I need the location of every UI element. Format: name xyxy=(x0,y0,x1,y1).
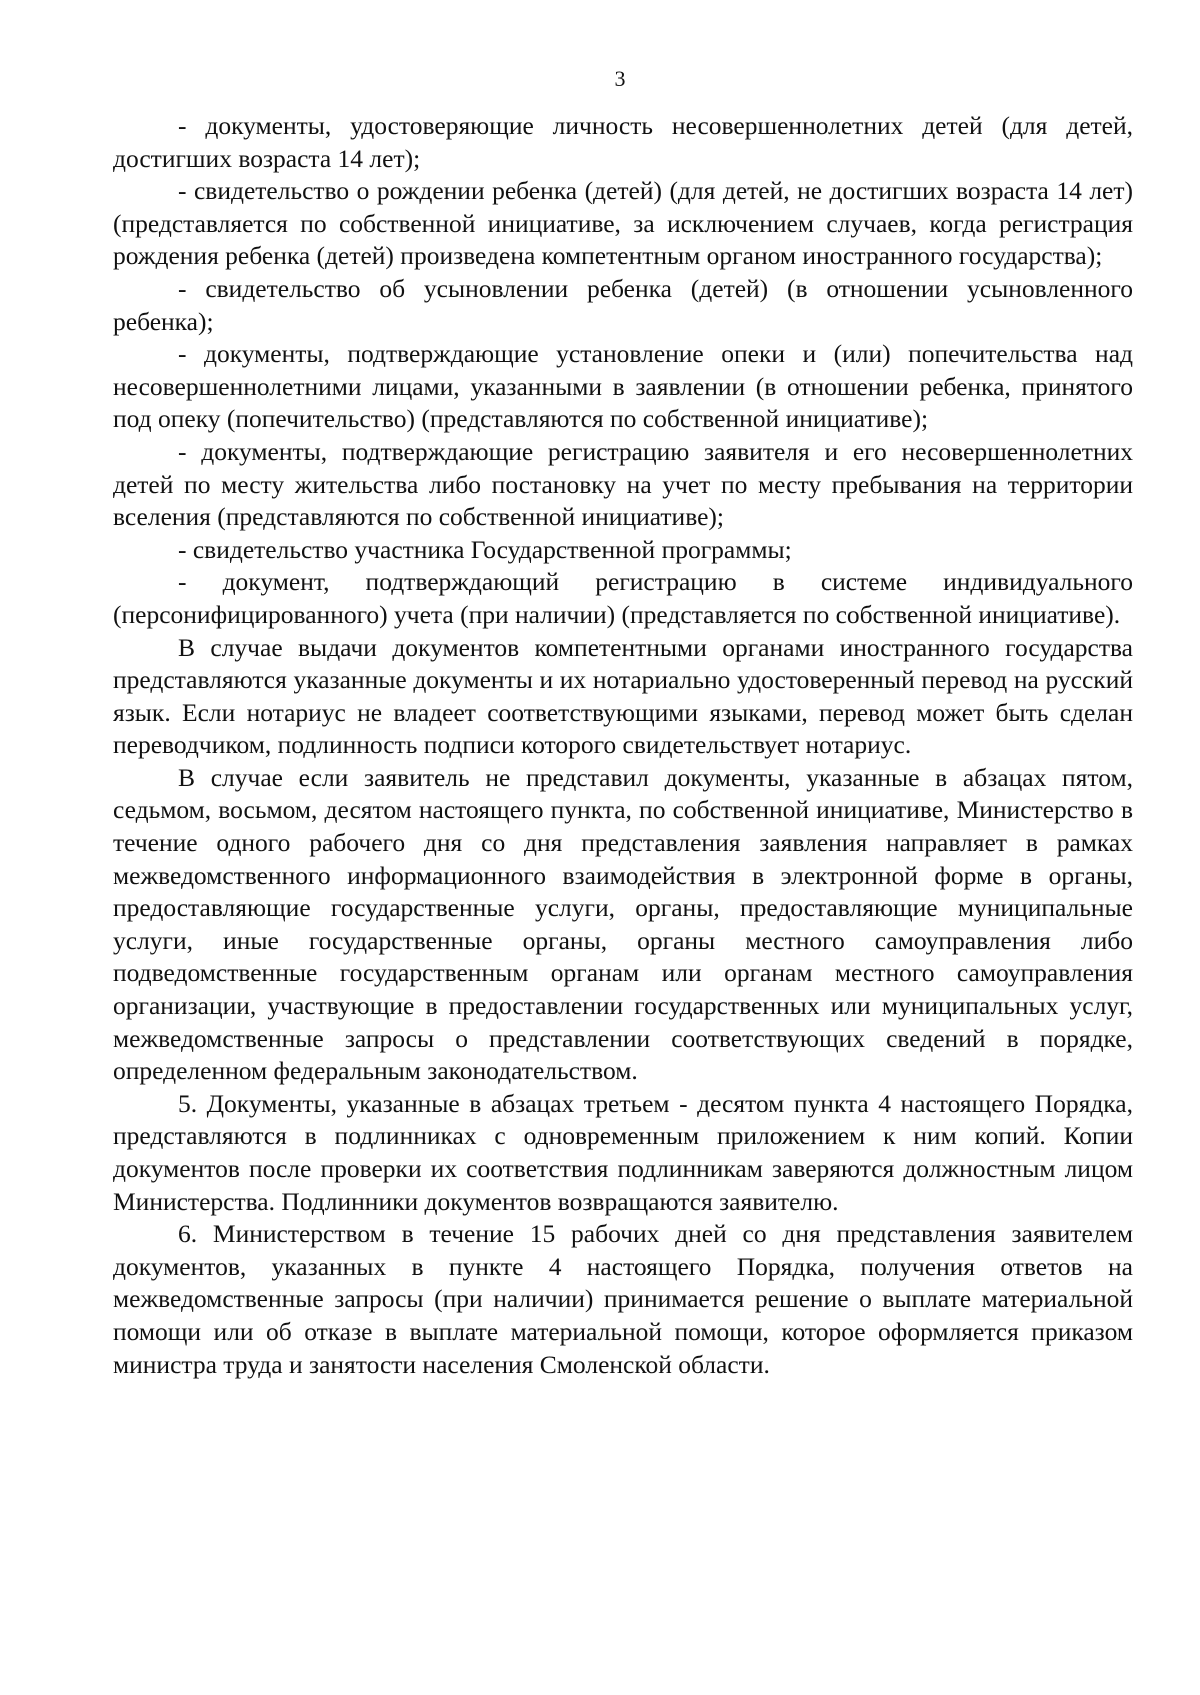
paragraph-foreign-documents: В случае выдачи документов компетентными органами иностранного государства представляются указанные документы и их нотариально удостоверенный перевод на русский язык. Если нотариус не владеет соответствующими языками, перевод может быть сделан переводчиком, подлинность подписи которого свидетельствует нотариус. xyxy=(113,632,1133,760)
document-body xyxy=(113,110,1133,1381)
paragraph-item-5: 5. Документы, указанные в абзацах третьем - десятом пункта 4 настоящего Порядка, представляются в подлинниках с одновременным приложением к ним копий. Копии документов после проверки их соответствия подлинникам заверяются должностным лицом Министерства. Подлинники документов возвращаются заявителю. xyxy=(113,1088,1133,1216)
paragraph-personal-account-document: - документ, подтверждающий регистрацию в системе индивидуального (персонифицированного) учета (при наличии) (представляется по собственной инициативе). xyxy=(113,567,1133,629)
paragraph-program-participant-certificate: - свидетельство участника Государственной программы; xyxy=(178,534,792,564)
paragraph-item-6: 6. Министерством в течение 15 рабочих дней со дня представления заявителем документов, указанных в пункте 4 настоящего Порядка, получения ответов на межведомственные запросы (при наличии) принимается решение о выплате материальной помощи или об отказе в выплате материальной помощи, которое оформляется приказом министра труда и занятости населения Смоленской области. xyxy=(113,1219,1133,1379)
paragraph-interagency-requests: В случае если заявитель не представил документы, указанные в абзацах пятом, седьмом, восьмом, десятом настоящего пункта, по собственной инициативе, Министерство в течение одного рабочего дня со дня представления заявления направляет в рамках межведомственного информационного взаимодействия в электронной форме в органы, предоставляющие государственные услуги, органы, предоставляющие муниципальные услуги, иные государственные органы, органы местного самоуправления либо подведомственные государственным органам или органам местного самоуправления организации, участвующие в предоставлении государственных или муниципальных услуг, межведомственные запросы о представлении соответствующих сведений в порядке, определенном федеральным законодательством. xyxy=(113,762,1133,1086)
page-number: 3 xyxy=(614,66,626,91)
paragraph-adoption-certificate: - свидетельство об усыновлении ребенка (детей) (в отношении усыновленного ребенка); xyxy=(113,273,1133,336)
paragraph-guardianship-documents: - документы, подтверждающие установление опеки и (или) попечительства над несовершеннолетними лицами, указанными в заявлении (в отношении ребенка, принятого под опеку (попечительство) (представляются по собственной инициативе); xyxy=(113,339,1133,434)
paragraph-minor-id-documents: - документы, удостоверяющие личность несовершеннолетних детей (для детей, достигших возраста 14 лет); xyxy=(113,111,1133,173)
paragraph-registration-documents: - документы, подтверждающие регистрацию заявителя и его несовершеннолетних детей по месту жительства либо постановку на учет по месту пребывания на территории вселения (представляются по собственной инициативе); xyxy=(113,436,1133,532)
paragraph-birth-certificate: - свидетельство о рождении ребенка (детей) (для детей, не достигших возраста 14 лет) (представляется по собственной инициативе, за исключением случаев, когда регистрация рождения ребенка (детей) произведена компетентным органом иностранного государства); xyxy=(113,176,1133,271)
